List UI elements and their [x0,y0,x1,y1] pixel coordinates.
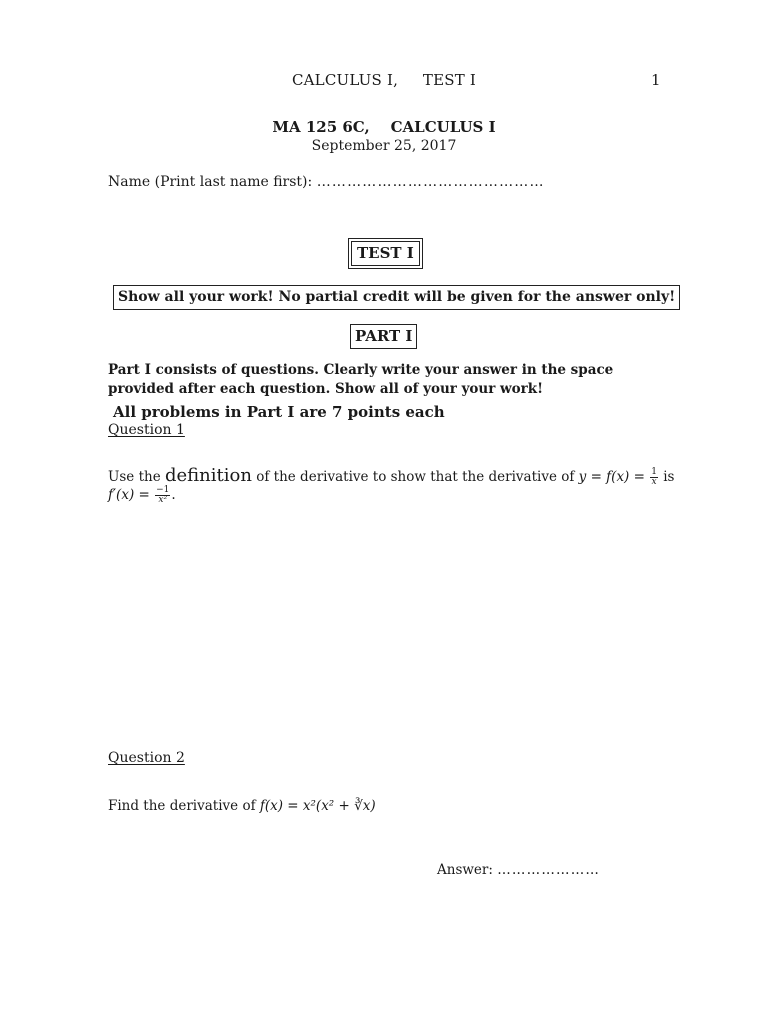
q1-derivative: f′(x) = [108,487,155,503]
part-intro: Part I consists of questions. Clearly write your answer in the space provided after each question. Show all of your your work! [108,362,614,397]
q1-fraction [650,468,658,487]
question-1-text [108,465,675,487]
q2-formula: f(x) = x²(x² + ∛x) [259,798,376,814]
q1-result-den: x² [158,495,168,505]
name-field[interactable] [108,174,545,190]
test-title: TEST I [351,241,420,266]
q2-text: Find the derivative of [108,798,260,814]
test-title-box [348,238,423,269]
course-title-text: MA 125 6C, CALCULUS I [272,118,496,136]
q1-fraction-den: x [651,477,657,487]
question-2-text [108,798,376,814]
points-statement: All problems in Part I are 7 points each [113,403,445,421]
q1-emphasis: definition [165,465,252,486]
q1-text-before: Use the [108,469,165,485]
q1-function: y = f(x) = [578,469,650,485]
q1-period: . [171,487,176,503]
q1-text-after: of the derivative to show that the derivative of [251,469,579,485]
part-title-box: PART I [350,324,417,349]
answer-field[interactable] [437,862,600,878]
name-field-label: Name (Print last name first): [108,174,313,190]
name-field-dots[interactable]: ……………………………………… [316,174,545,190]
answer-dots[interactable]: ………………… [497,862,601,878]
exam-date: September 25, 2017 [311,138,457,154]
course-title [0,118,768,136]
q1-result-num: −1 [156,485,170,495]
running-head-text: CALCULUS I, TEST I [291,71,477,89]
q1-is: is [658,469,675,485]
q1-fraction-num: 1 [651,467,657,477]
notice-box: Show all your work! No partial credit will be given for the answer only! [113,285,680,310]
question-1-heading: Question 1 [108,422,185,438]
q1-result-fraction [155,486,170,505]
question-2-heading: Question 2 [108,750,185,766]
answer-label: Answer: [437,862,493,878]
page-number: 1 [651,71,661,89]
question-1-result [108,486,176,505]
